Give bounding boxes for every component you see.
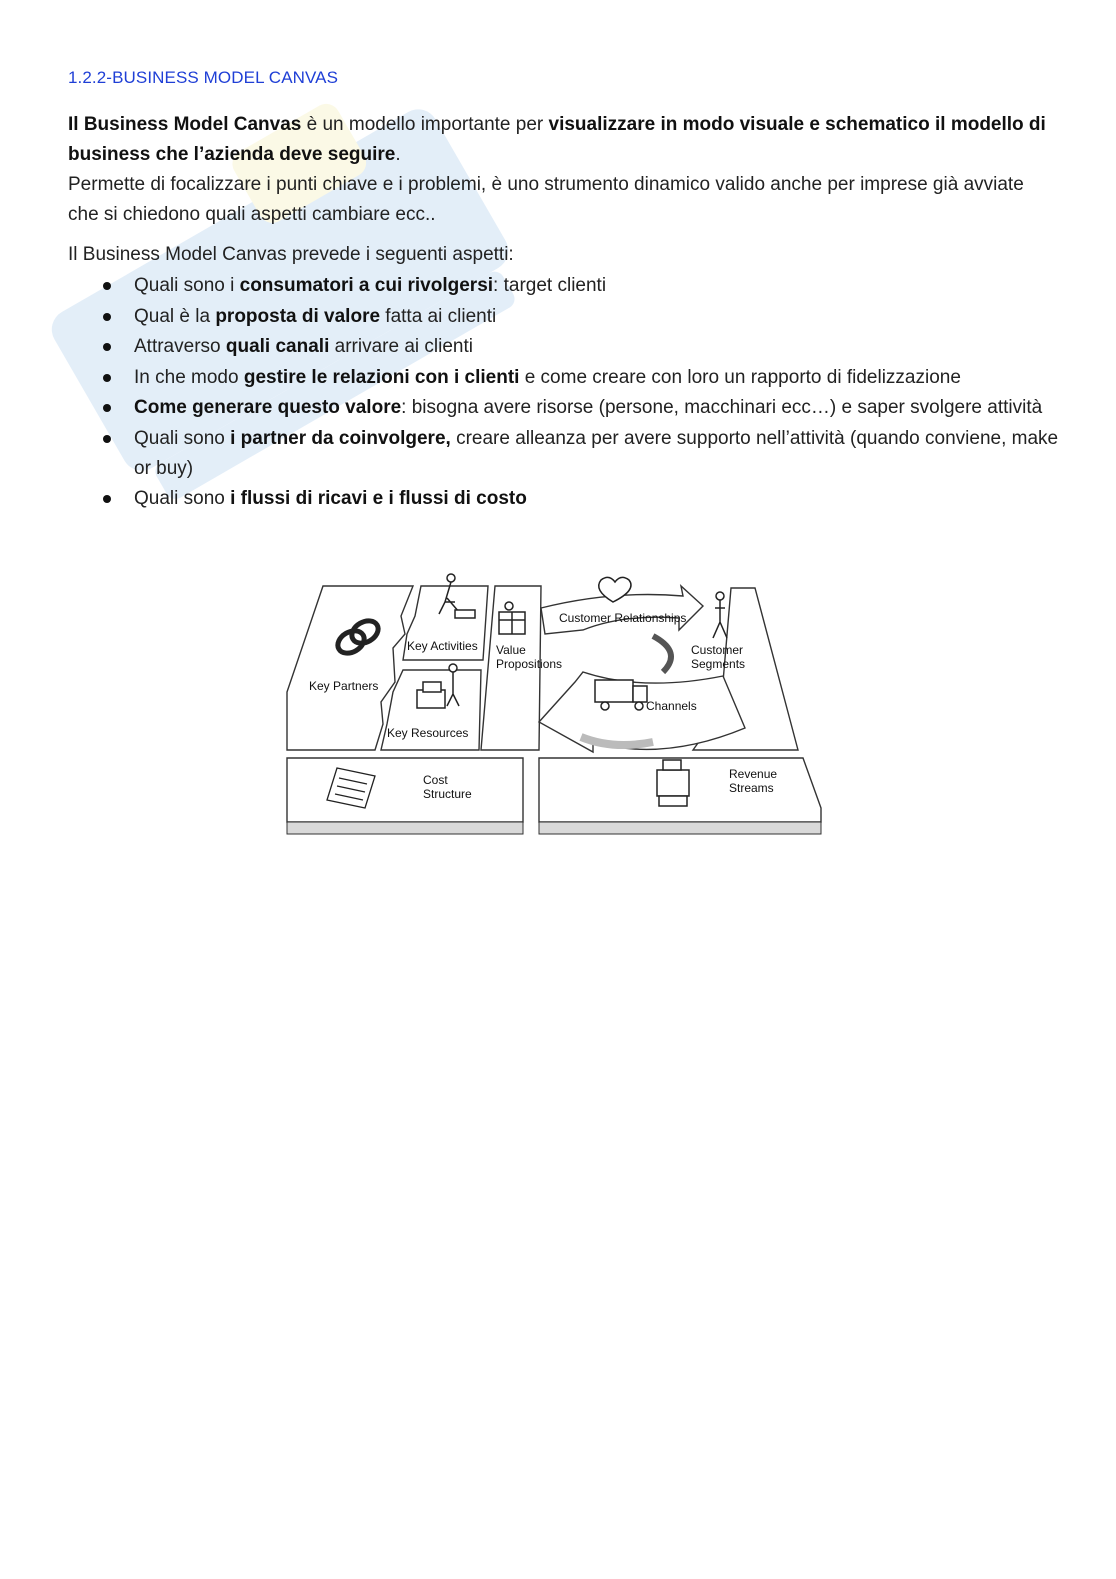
intro-subject: Il Business Model Canvas (68, 114, 302, 135)
intro-line-2: Permette di focalizzare i punti chiave e i problemi, è uno strumento dinamico valido anche per imprese già avviate che si chiedono quali aspetti cambiare ecc.. (68, 174, 1024, 225)
business-model-canvas-figure (283, 572, 828, 844)
intro-paragraph (68, 110, 1053, 230)
key-partners-label: Key Partners (309, 679, 379, 693)
section-heading: 1.2.2-BUSINESS MODEL CANVAS (68, 68, 339, 87)
intro-emphasis: visualizzare in modo visuale e schematico il modello di business che l’azienda deve seguire (68, 114, 1046, 165)
value-propositions-label-2: Propositions (496, 657, 563, 671)
list-item: Quali sono i flussi di ricavi e i flussi di costo (100, 484, 1060, 514)
cost-structure-block (287, 758, 523, 822)
customer-relationships-label: Customer Relationships (559, 611, 687, 625)
channels-label: Channels (646, 699, 697, 713)
intro-text-2: . (395, 144, 401, 165)
cost-structure-label-2: Structure (423, 787, 472, 801)
customer-person-icon (713, 592, 727, 638)
revenue-streams-label-2: Streams (729, 781, 774, 795)
value-propositions-label-1: Value (496, 643, 526, 657)
list-item: Attraverso quali canali arrivare ai clienti (100, 332, 1060, 362)
aspects-list (100, 271, 1060, 515)
list-intro: Il Business Model Canvas prevede i seguenti aspetti: (68, 244, 514, 265)
customer-segments-label-2: Segments (691, 657, 746, 671)
key-activities-label: Key Activities (407, 639, 478, 653)
list-item: Quali sono i consumatori a cui rivolgersi: target clienti (100, 271, 1060, 301)
revenue-streams-label-1: Revenue (729, 767, 778, 781)
list-item: In che modo gestire le relazioni con i clienti e come creare con loro un rapporto di fidelizzazione (100, 363, 1060, 393)
cost-structure-label-1: Cost (423, 773, 448, 787)
list-item: Quali sono i partner da coinvolgere, creare alleanza per avere supporto nell’attività (quando conviene, make or buy) (100, 424, 1060, 484)
list-item: Qual è la proposta di valore fatta ai clienti (100, 302, 1060, 332)
list-item: Come generare questo valore: bisogna avere risorse (persone, macchinari ecc…) e saper svolgere attività (100, 393, 1060, 423)
intro-text-1: è un modello importante per (301, 114, 549, 135)
key-resources-label: Key Resources (387, 726, 469, 740)
customer-segments-label-1: Customer (691, 643, 744, 657)
